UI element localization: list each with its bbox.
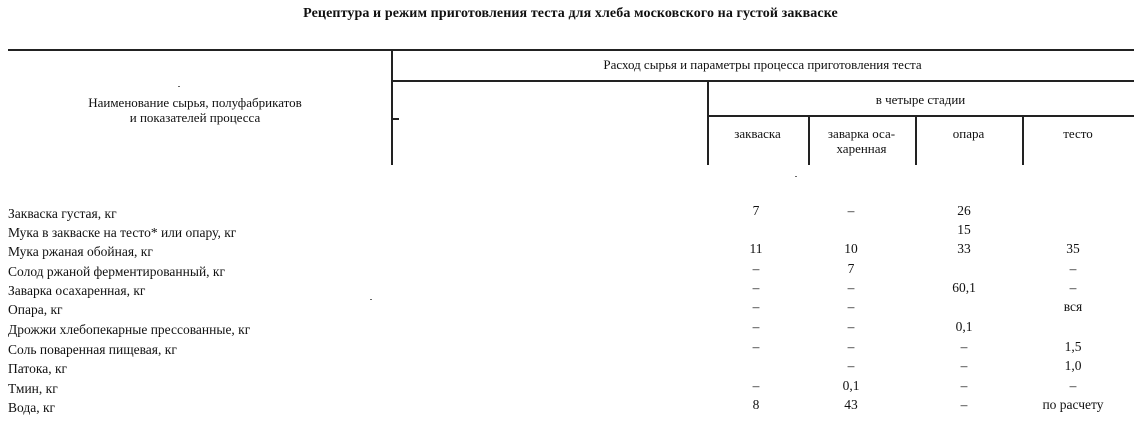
header-col-opara: опара (952, 126, 985, 141)
cell-zavarka: 43 (844, 397, 858, 412)
header-item-name-line2: и показателей процесса (129, 110, 261, 125)
cell-testo: 1,5 (1064, 339, 1082, 354)
cell-testo: 35 (1066, 241, 1080, 256)
table-title: Рецептура и режим приготовления теста для хлеба московского на густой закваске (303, 6, 838, 21)
row-label: Тмин, кг (8, 381, 58, 396)
cell-zakvaska: – (752, 378, 760, 393)
row-label: Соль поваренная пищевая, кг (8, 342, 177, 357)
cell-zakvaska: – (752, 339, 760, 354)
cell-testo: 1,0 (1064, 358, 1082, 373)
row-label: Вода, кг (8, 400, 56, 415)
cell-opara: – (960, 378, 968, 393)
header-col-testo: тесто (1063, 126, 1093, 141)
cell-zakvaska: 7 (752, 203, 760, 218)
stages-rule (707, 115, 1134, 117)
cell-zavarka: – (847, 299, 855, 314)
header-item-name-line1: Наименование сырья, полуфабрикатов (88, 95, 302, 110)
cell-testo: – (1069, 280, 1077, 295)
row-label: Заварка осахаренная, кг (8, 283, 146, 298)
cell-zakvaska: – (752, 319, 760, 334)
cell-zavarka: 0,1 (842, 378, 860, 393)
cell-opara: 26 (957, 203, 971, 218)
scan-speck (795, 176, 797, 177)
cell-zakvaska: 8 (752, 397, 760, 412)
header-top-span: Расход сырья и параметры процесса приготовления теста (603, 57, 922, 72)
cell-zakvaska: – (752, 261, 760, 276)
row-label: Опара, кг (8, 302, 63, 317)
header-item-name (10, 95, 380, 125)
cell-opara: – (960, 397, 968, 412)
cell-testo: – (1069, 378, 1077, 393)
cell-zakvaska: – (752, 280, 760, 295)
cell-testo: – (1069, 261, 1077, 276)
cell-testo: вся (1063, 299, 1083, 314)
row-label: Патока, кг (8, 361, 68, 376)
row-label: Дрожжи хлебопекарные прессованные, кг (8, 322, 251, 337)
cell-zavarka: 10 (844, 241, 858, 256)
cell-opara: 0,1 (955, 319, 973, 334)
cell-zavarka: – (847, 339, 855, 354)
header-col-zakvaska: закваска (734, 126, 781, 141)
cell-zavarka: – (847, 358, 855, 373)
row-label: Мука ржаная обойная, кг (8, 244, 153, 259)
cell-zavarka: – (847, 280, 855, 295)
row-label: Мука в закваске на тесто* или опару, кг (8, 225, 237, 240)
scan-speck (370, 299, 372, 300)
cell-opara: – (960, 339, 968, 354)
cell-zavarka: – (847, 319, 855, 334)
scan-speck (178, 86, 180, 87)
header-col-zavarka: заварка оса- харенная (827, 126, 896, 156)
cell-opara: 33 (957, 241, 971, 256)
cell-opara: 60,1 (952, 280, 976, 295)
cell-zavarka: – (847, 203, 855, 218)
cell-zakvaska: 11 (749, 241, 763, 256)
cell-opara: 15 (957, 222, 971, 237)
cell-testo: по расчету (1042, 397, 1104, 412)
cell-opara: – (960, 358, 968, 373)
row-label: Закваска густая, кг (8, 206, 117, 221)
cell-zavarka: 7 (847, 261, 855, 276)
header-top-rule (8, 49, 1134, 51)
cell-zakvaska: – (752, 299, 760, 314)
header-stages-span: в четыре стадии (875, 92, 966, 107)
header-span-rule (391, 80, 1134, 82)
row-label: Солод ржаной ферментированный, кг (8, 264, 226, 279)
